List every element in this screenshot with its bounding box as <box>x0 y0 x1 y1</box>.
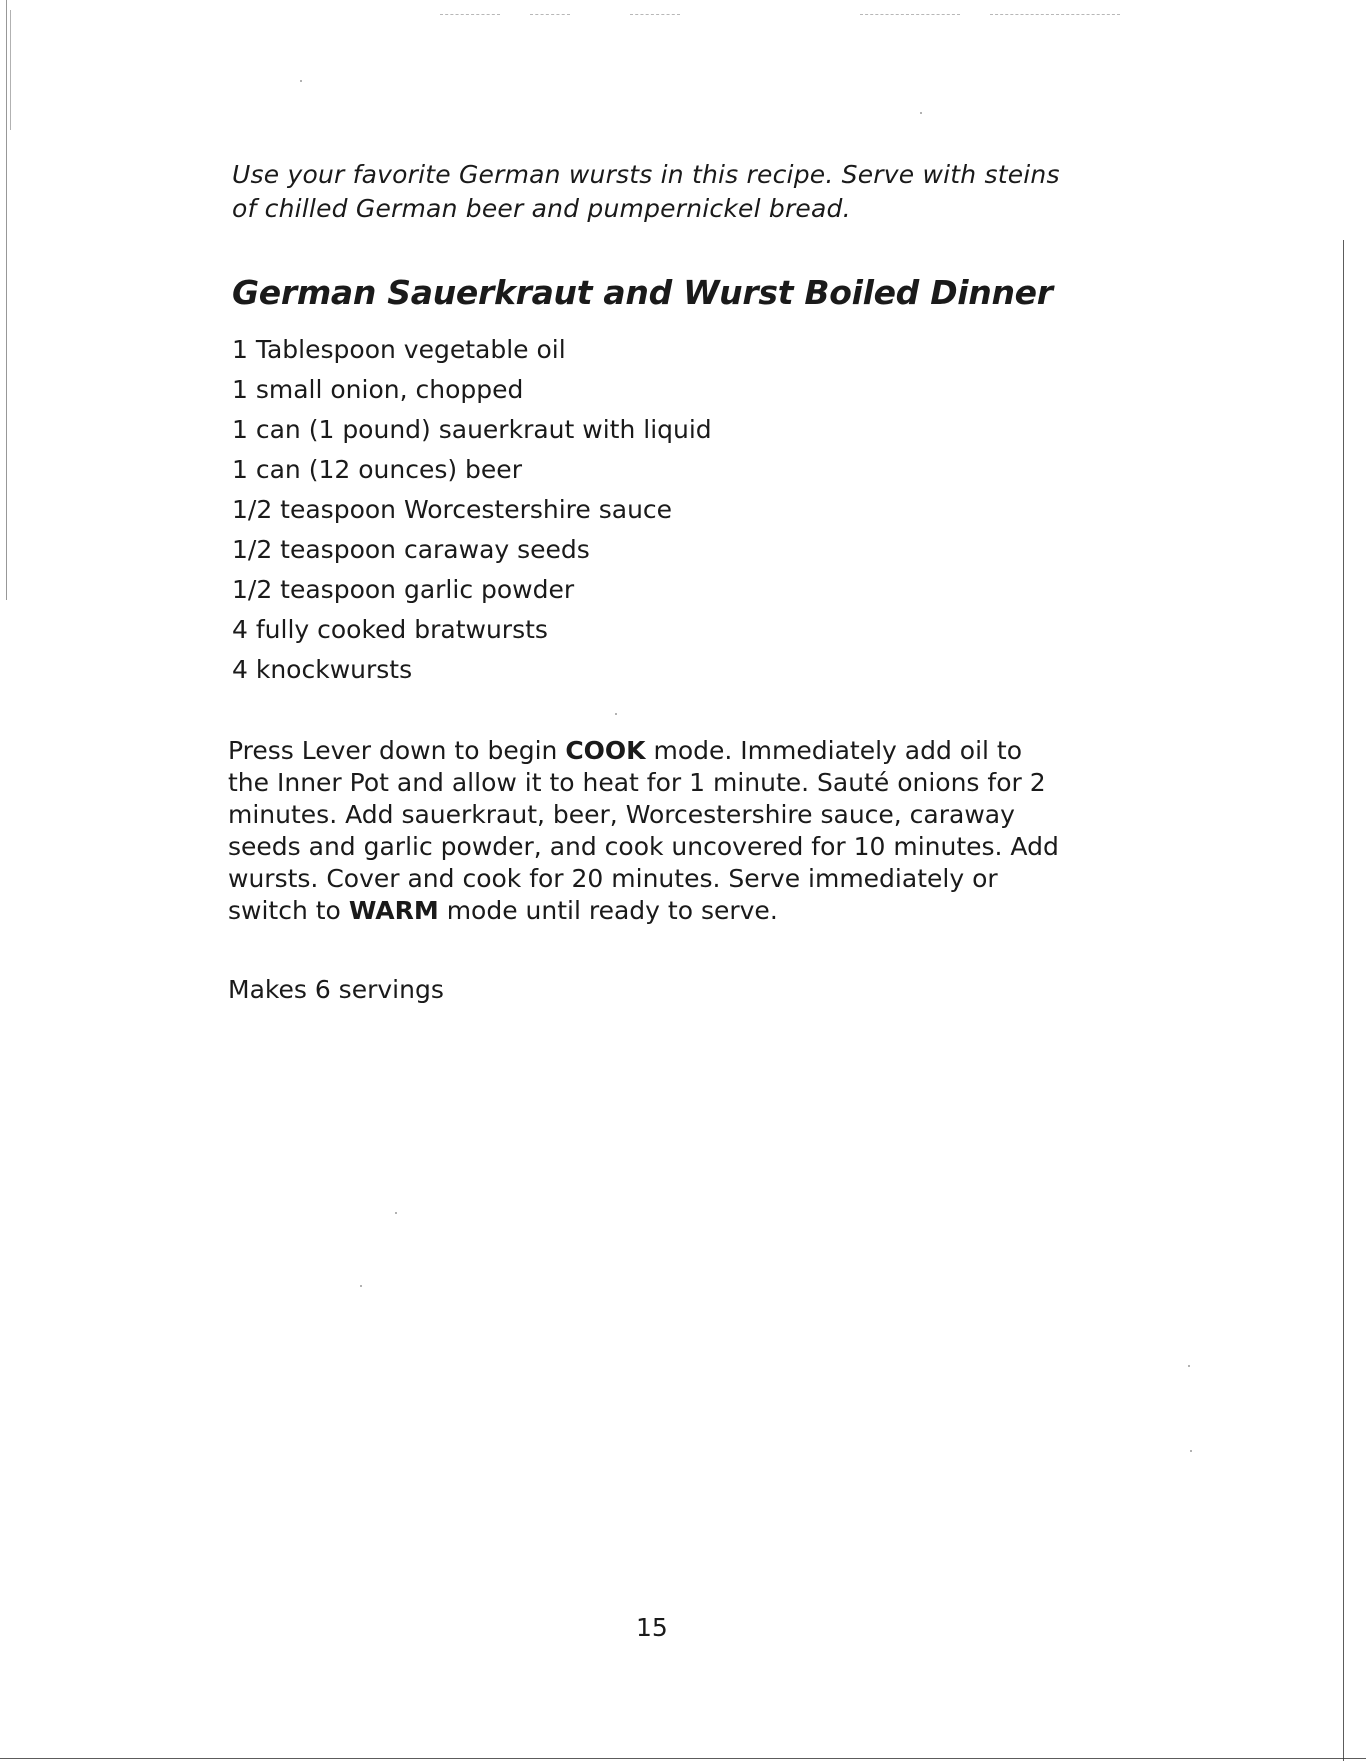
recipe-title: German Sauerkraut and Wurst Boiled Dinner <box>232 273 1053 312</box>
ingredient-item: 1 can (12 ounces) beer <box>232 455 522 484</box>
scan-dash <box>990 14 1120 15</box>
scan-dash <box>440 14 500 15</box>
scan-edge-left <box>6 0 7 600</box>
ingredient-item: 1 small onion, chopped <box>232 375 524 404</box>
scan-dash <box>630 14 680 15</box>
ingredient-item: 4 fully cooked bratwursts <box>232 615 548 644</box>
recipe-directions <box>228 735 1068 927</box>
ingredient-item: 1/2 teaspoon Worcestershire sauce <box>232 495 673 524</box>
scan-speck <box>1188 1365 1190 1367</box>
ingredient-item: 1/2 teaspoon caraway seeds <box>232 535 590 564</box>
directions-text-2: mode. Immediately add oil to the Inner Pot and allow it to heat for 1 minute. Sauté onions for 2 minutes. Add sauerkraut, beer, Worcestershire sauce, caraway seeds and garlic powder, and cook uncovered for 10 minutes. Add wursts. Cover and cook for 20 minutes. Serve immediately or switch to <box>228 736 1059 925</box>
scan-speck <box>360 1285 362 1287</box>
ingredient-item: 1/2 teaspoon garlic powder <box>232 575 575 604</box>
scan-speck <box>920 112 922 114</box>
scan-speck <box>395 1212 397 1214</box>
scan-dash <box>530 14 570 15</box>
intro-line-2: of chilled German beer and pumpernickel bread. <box>232 194 851 223</box>
recipe-yield: Makes 6 servings <box>228 975 444 1004</box>
scan-edge-bottom <box>0 1758 1366 1759</box>
intro-line-1: Use your favorite German wursts in this recipe. Serve with steins <box>232 160 1060 189</box>
scan-speck <box>300 80 302 82</box>
directions-text-3: mode until ready to serve. <box>438 896 778 925</box>
warm-mode-label: WARM <box>348 896 439 925</box>
cook-mode-label: COOK <box>565 736 646 765</box>
ingredient-list <box>232 330 712 690</box>
page-number: 15 <box>636 1613 668 1642</box>
ingredient-item: 4 knockwursts <box>232 655 413 684</box>
ingredient-item: 1 Tablespoon vegetable oil <box>232 335 566 364</box>
recipe-intro <box>232 158 1132 226</box>
scan-edge-left-inner <box>10 10 11 130</box>
scan-edge-right <box>1343 240 1344 1761</box>
scan-dash <box>860 14 960 15</box>
directions-text-1: Press Lever down to begin <box>228 736 566 765</box>
scan-speck <box>615 713 617 715</box>
scan-speck <box>1190 1450 1192 1452</box>
ingredient-item: 1 can (1 pound) sauerkraut with liquid <box>232 415 712 444</box>
